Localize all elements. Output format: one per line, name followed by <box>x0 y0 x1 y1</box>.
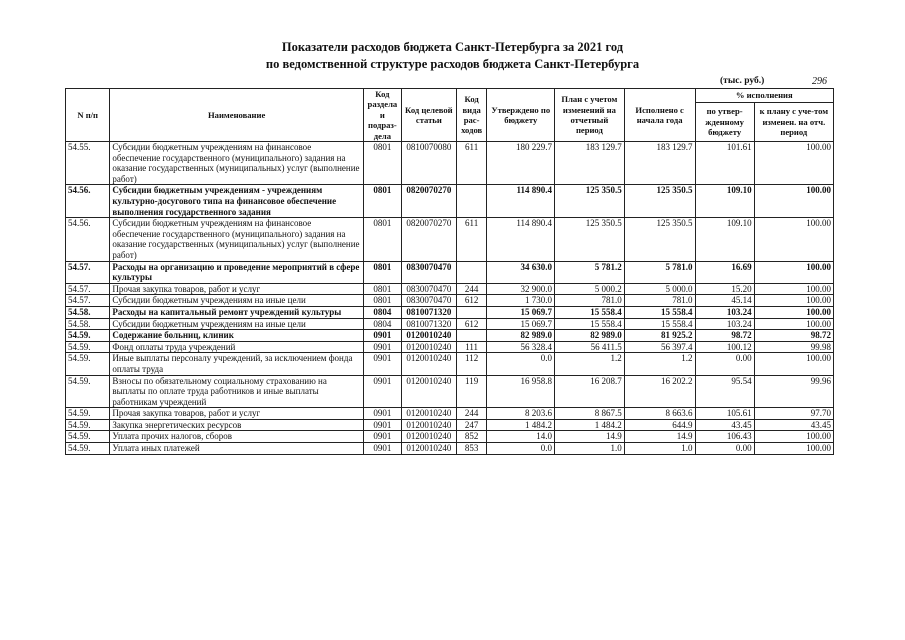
table-row <box>66 295 834 307</box>
plan-amount: 1.0 <box>555 443 625 455</box>
header-num: N п/п <box>66 89 110 142</box>
percent-plan: 97.70 <box>754 408 833 420</box>
row-name: Содержание больниц, клиник <box>110 330 364 342</box>
expense-type-code: 852 <box>456 431 487 443</box>
article-code: 0120010240 <box>401 375 456 408</box>
approved-amount: 32 900.0 <box>487 283 555 295</box>
percent-plan: 100.00 <box>754 283 833 295</box>
percent-approved: 16.69 <box>695 261 754 283</box>
percent-plan: 98.72 <box>754 330 833 342</box>
table-row <box>66 419 834 431</box>
row-number: 54.56. <box>66 218 110 261</box>
section-code: 0901 <box>363 341 401 353</box>
page-number: 296 <box>812 76 827 87</box>
header-percent-group: % исполнения <box>695 89 833 103</box>
article-code: 0120010240 <box>401 408 456 420</box>
row-number: 54.59. <box>66 341 110 353</box>
row-number: 54.59. <box>66 431 110 443</box>
section-code: 0801 <box>363 295 401 307</box>
plan-amount: 1.2 <box>555 353 625 375</box>
table-row <box>66 142 834 185</box>
units-label: (тыс. руб.) <box>720 76 765 86</box>
plan-amount: 16 208.7 <box>555 375 625 408</box>
row-number: 54.57. <box>66 261 110 283</box>
percent-approved: 103.24 <box>695 306 754 318</box>
row-name: Субсидии бюджетным учреждениям - учреждениям культурно-досугового типа на финансовое обеспечение выполнения государственного задания <box>110 185 364 218</box>
approved-amount: 0.0 <box>487 353 555 375</box>
table-row <box>66 353 834 375</box>
report-subtitle: по ведомственной структуре расходов бюджета Санкт-Петербурга <box>265 57 640 71</box>
row-name: Фонд оплаты труда учреждений <box>110 341 364 353</box>
approved-amount: 114 890.4 <box>487 218 555 261</box>
percent-plan: 100.00 <box>754 443 833 455</box>
approved-amount: 56 328.4 <box>487 341 555 353</box>
header-article-code: Код целевой статьи <box>401 89 456 142</box>
executed-amount: 15 558.4 <box>624 318 695 330</box>
table-row <box>66 408 834 420</box>
table-row <box>66 431 834 443</box>
percent-approved: 106.43 <box>695 431 754 443</box>
header-plan: План с учетом изменений на отчетный период <box>555 89 625 142</box>
executed-amount: 781.0 <box>624 295 695 307</box>
percent-plan: 100.00 <box>754 185 833 218</box>
article-code: 0120010240 <box>401 330 456 342</box>
row-number: 54.58. <box>66 318 110 330</box>
article-code: 0120010240 <box>401 431 456 443</box>
table-row <box>66 443 834 455</box>
expense-type-code: 112 <box>456 353 487 375</box>
article-code: 0120010240 <box>401 419 456 431</box>
percent-approved: 0.00 <box>695 443 754 455</box>
executed-amount: 644.9 <box>624 419 695 431</box>
row-name: Субсидии бюджетным учреждениям на иные цели <box>110 295 364 307</box>
section-code: 0804 <box>363 306 401 318</box>
article-code: 0830070470 <box>401 283 456 295</box>
approved-amount: 34 630.0 <box>487 261 555 283</box>
executed-amount: 1.2 <box>624 353 695 375</box>
expense-type-code: 247 <box>456 419 487 431</box>
section-code: 0901 <box>363 419 401 431</box>
article-code: 0820070270 <box>401 218 456 261</box>
article-code: 0830070470 <box>401 261 456 283</box>
section-code: 0801 <box>363 185 401 218</box>
executed-amount: 125 350.5 <box>624 185 695 218</box>
percent-plan: 100.00 <box>754 295 833 307</box>
row-number: 54.57. <box>66 295 110 307</box>
executed-amount: 8 663.6 <box>624 408 695 420</box>
row-number: 54.59. <box>66 375 110 408</box>
table-row <box>66 330 834 342</box>
percent-approved: 109.10 <box>695 218 754 261</box>
percent-plan: 100.00 <box>754 431 833 443</box>
expense-type-code <box>456 330 487 342</box>
article-code: 0120010240 <box>401 341 456 353</box>
percent-plan: 100.00 <box>754 261 833 283</box>
expense-type-code: 612 <box>456 318 487 330</box>
executed-amount: 183 129.7 <box>624 142 695 185</box>
section-code: 0901 <box>363 408 401 420</box>
expense-type-code: 119 <box>456 375 487 408</box>
plan-amount: 125 350.5 <box>555 185 625 218</box>
article-code: 0820070270 <box>401 185 456 218</box>
plan-amount: 15 558.4 <box>555 318 625 330</box>
plan-amount: 5 000.2 <box>555 283 625 295</box>
budget-table <box>65 88 834 455</box>
approved-amount: 15 069.7 <box>487 306 555 318</box>
expense-type-code: 244 <box>456 283 487 295</box>
row-name: Закупка энергетических ресурсов <box>110 419 364 431</box>
section-code: 0901 <box>363 443 401 455</box>
section-code: 0801 <box>363 142 401 185</box>
row-number: 54.58. <box>66 306 110 318</box>
percent-approved: 105.61 <box>695 408 754 420</box>
row-name: Расходы на организацию и проведение мероприятий в сфере культуры <box>110 261 364 283</box>
percent-plan: 100.00 <box>754 306 833 318</box>
executed-amount: 1.0 <box>624 443 695 455</box>
row-name: Уплата прочих налогов, сборов <box>110 431 364 443</box>
table-row <box>66 218 834 261</box>
row-number: 54.59. <box>66 419 110 431</box>
plan-amount: 1 484.2 <box>555 419 625 431</box>
row-number: 54.59. <box>66 408 110 420</box>
row-number: 54.56. <box>66 185 110 218</box>
plan-amount: 14.9 <box>555 431 625 443</box>
article-code: 0120010240 <box>401 353 456 375</box>
percent-approved: 101.61 <box>695 142 754 185</box>
plan-amount: 8 867.5 <box>555 408 625 420</box>
header-executed: Исполнено с начала года <box>624 89 695 142</box>
percent-approved: 45.14 <box>695 295 754 307</box>
header-section-code: Код раздела и подраз-дела <box>363 89 401 142</box>
section-code: 0901 <box>363 375 401 408</box>
plan-amount: 781.0 <box>555 295 625 307</box>
executed-amount: 14.9 <box>624 431 695 443</box>
approved-amount: 180 229.7 <box>487 142 555 185</box>
section-code: 0901 <box>363 330 401 342</box>
row-name: Субсидии бюджетным учреждениям на иные цели <box>110 318 364 330</box>
plan-amount: 15 558.4 <box>555 306 625 318</box>
table-row <box>66 318 834 330</box>
section-code: 0801 <box>363 261 401 283</box>
article-code: 0810071320 <box>401 318 456 330</box>
expense-type-code: 612 <box>456 295 487 307</box>
header-expense-type-code: Код вида рас-ходов <box>456 89 487 142</box>
table-row <box>66 306 834 318</box>
row-number: 54.57. <box>66 283 110 295</box>
article-code: 0120010240 <box>401 443 456 455</box>
approved-amount: 82 989.0 <box>487 330 555 342</box>
row-name: Иные выплаты персоналу учреждений, за исключением фонда оплаты труда <box>110 353 364 375</box>
approved-amount: 1 730.0 <box>487 295 555 307</box>
executed-amount: 81 925.2 <box>624 330 695 342</box>
expense-type-code <box>456 306 487 318</box>
plan-amount: 56 411.5 <box>555 341 625 353</box>
percent-approved: 95.54 <box>695 375 754 408</box>
row-name: Субсидии бюджетным учреждениям на финансовое обеспечение государственного (муниципального) задания на оказание государственных (муниципальных) услуг (выполнение работ) <box>110 142 364 185</box>
approved-amount: 16 958.8 <box>487 375 555 408</box>
plan-amount: 82 989.0 <box>555 330 625 342</box>
percent-plan: 100.00 <box>754 318 833 330</box>
section-code: 0901 <box>363 431 401 443</box>
approved-amount: 0.0 <box>487 443 555 455</box>
expense-type-code: 244 <box>456 408 487 420</box>
report-title: Показатели расходов бюджета Санкт-Петербурга за 2021 год <box>281 40 624 54</box>
header-percent-plan: к плану с уче-том изменен. на отч. период <box>754 102 833 141</box>
section-code: 0801 <box>363 283 401 295</box>
percent-approved: 100.12 <box>695 341 754 353</box>
header-name: Наименование <box>110 89 364 142</box>
expense-type-code: 611 <box>456 218 487 261</box>
executed-amount: 15 558.4 <box>624 306 695 318</box>
row-number: 54.59. <box>66 353 110 375</box>
expense-type-code: 611 <box>456 142 487 185</box>
executed-amount: 5 000.0 <box>624 283 695 295</box>
article-code: 0830070470 <box>401 295 456 307</box>
percent-plan: 99.96 <box>754 375 833 408</box>
approved-amount: 1 484.2 <box>487 419 555 431</box>
row-number: 54.55. <box>66 142 110 185</box>
executed-amount: 16 202.2 <box>624 375 695 408</box>
header-percent-approved: по утвер-жденному бюджету <box>695 102 754 141</box>
expense-type-code: 853 <box>456 443 487 455</box>
row-name: Прочая закупка товаров, работ и услуг <box>110 283 364 295</box>
table-row <box>66 375 834 408</box>
section-code: 0804 <box>363 318 401 330</box>
percent-approved: 15.20 <box>695 283 754 295</box>
percent-plan: 100.00 <box>754 142 833 185</box>
table-row <box>66 283 834 295</box>
row-number: 54.59. <box>66 443 110 455</box>
expense-type-code <box>456 185 487 218</box>
approved-amount: 15 069.7 <box>487 318 555 330</box>
approved-amount: 8 203.6 <box>487 408 555 420</box>
percent-plan: 99.98 <box>754 341 833 353</box>
plan-amount: 125 350.5 <box>555 218 625 261</box>
section-code: 0801 <box>363 218 401 261</box>
row-number: 54.59. <box>66 330 110 342</box>
article-code: 0810071320 <box>401 306 456 318</box>
percent-approved: 109.10 <box>695 185 754 218</box>
executed-amount: 5 781.0 <box>624 261 695 283</box>
expense-type-code <box>456 261 487 283</box>
row-name: Уплата иных платежей <box>110 443 364 455</box>
percent-plan: 100.00 <box>754 353 833 375</box>
row-name: Расходы на капитальный ремонт учреждений культуры <box>110 306 364 318</box>
percent-plan: 43.45 <box>754 419 833 431</box>
expense-type-code: 111 <box>456 341 487 353</box>
row-name: Прочая закупка товаров, работ и услуг <box>110 408 364 420</box>
table-row <box>66 341 834 353</box>
plan-amount: 183 129.7 <box>555 142 625 185</box>
row-name: Взносы по обязательному социальному страхованию на выплаты по оплате труда работников и иные выплаты работникам учреждений <box>110 375 364 408</box>
percent-approved: 0.00 <box>695 353 754 375</box>
percent-approved: 43.45 <box>695 419 754 431</box>
approved-amount: 14.0 <box>487 431 555 443</box>
approved-amount: 114 890.4 <box>487 185 555 218</box>
table-row <box>66 185 834 218</box>
percent-approved: 98.72 <box>695 330 754 342</box>
article-code: 0810070080 <box>401 142 456 185</box>
executed-amount: 125 350.5 <box>624 218 695 261</box>
row-name: Субсидии бюджетным учреждениям на финансовое обеспечение государственного (муниципального) задания на оказание государственных (муниципальных) услуг (выполнение работ) <box>110 218 364 261</box>
percent-approved: 103.24 <box>695 318 754 330</box>
percent-plan: 100.00 <box>754 218 833 261</box>
header-approved: Утверждено по бюджету <box>487 89 555 142</box>
table-body <box>66 142 834 455</box>
section-code: 0901 <box>363 353 401 375</box>
plan-amount: 5 781.2 <box>555 261 625 283</box>
table-row <box>66 261 834 283</box>
executed-amount: 56 397.4 <box>624 341 695 353</box>
